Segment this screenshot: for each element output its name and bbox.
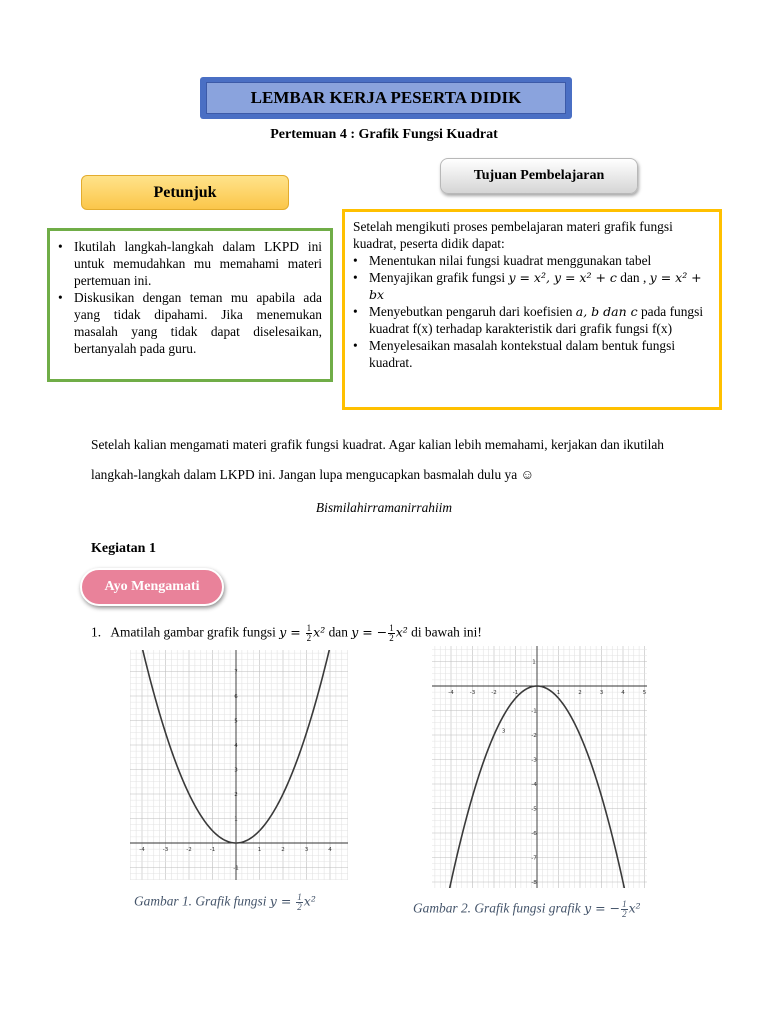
- fraction: [621, 900, 628, 919]
- question-item-1: [91, 624, 482, 643]
- x-tick-label: 5: [642, 690, 647, 696]
- fraction-numerator: 1: [306, 623, 312, 633]
- kegiatan-title: Kegiatan 1: [91, 541, 156, 556]
- tujuan-item: • Menyelesaikan masalah kontekstual dalam bentuk fungsi kuadrat.: [353, 337, 709, 371]
- y-tick-label: -4: [531, 782, 537, 788]
- petunjuk-item: • Diskusikan dengan teman mu apabila ada yang tidak dipahami. Jika menemukan masalah yang tidak dapat diselesaikan, bertanyalah pada guru.: [58, 289, 322, 357]
- math-expression: x²: [313, 624, 326, 640]
- x-tick-label: 1: [257, 847, 262, 853]
- x-tick-label: -3: [469, 690, 476, 696]
- bismillah-text: Bismilahirramanirrahiim: [315, 500, 453, 515]
- question-text: dan: [325, 624, 352, 640]
- math-expression: x²: [395, 624, 408, 640]
- tujuan-tab: Tujuan Pembelajaran: [440, 158, 638, 194]
- tujuan-item: [353, 269, 709, 303]
- tujuan-item: • Menentukan nilai fungsi kuadrat menggunakan tabel: [353, 252, 709, 269]
- figure-caption-1: [134, 893, 316, 912]
- chart-parabola-down: [432, 646, 647, 888]
- y-tick-label: 1: [532, 659, 536, 666]
- fraction-numerator: 1: [389, 623, 394, 633]
- math-expression: y = −: [351, 624, 388, 640]
- question-text: Amatilah gambar grafik fungsi: [110, 624, 280, 640]
- fraction-denominator: 2: [306, 633, 312, 643]
- intro-paragraph: Setelah kalian mengamati materi grafik fungsi kuadrat. Agar kalian lebih memahami, kerjakan dan ikutilah langkah-langkah dalam LKPD ini. Jangan lupa mengucapkan basmalah dulu ya ☺: [91, 437, 664, 482]
- chart-parabola-up: [130, 650, 348, 880]
- caption-text: Gambar 2. Grafik fungsi grafik: [413, 900, 585, 916]
- petunjuk-box: [47, 228, 333, 382]
- x-tick-label: -1: [209, 847, 216, 853]
- fraction: [296, 893, 303, 912]
- x-tick-label: 3: [304, 847, 309, 853]
- x-tick-label: -3: [162, 847, 169, 853]
- fraction: [306, 624, 313, 643]
- x-tick-label: 3: [599, 690, 604, 696]
- ayo-mengamati-button[interactable]: Ayo Mengamati: [80, 568, 224, 606]
- question-number: 1.: [91, 624, 102, 640]
- y-tick-label: -5: [531, 806, 537, 813]
- y-tick-label: 5: [234, 718, 238, 725]
- x-tick-label: 2: [578, 690, 582, 696]
- y-tick-label: -2: [531, 733, 537, 739]
- x-tick-label: 1: [556, 690, 561, 696]
- tujuan-item-text: dan ,: [616, 270, 650, 285]
- y-tick-label: 6: [234, 694, 238, 700]
- page-title: LEMBAR KERJA PESERTA DIDIK: [206, 82, 566, 114]
- y-tick-label: -6: [531, 831, 537, 837]
- tujuan-item-text: Menyebutkan pengaruh dari koefisien: [369, 304, 576, 319]
- petunjuk-tab: Petunjuk: [81, 175, 289, 210]
- tujuan-box: [342, 209, 722, 410]
- y-tick-label: 4: [234, 743, 238, 749]
- fraction-numerator: 1: [622, 899, 627, 909]
- petunjuk-list: [58, 238, 322, 357]
- petunjuk-item: • Ikutilah langkah-langkah dalam LKPD ini untuk memudahkan mu memahami materi pertemuan ini.: [58, 238, 322, 289]
- math-expression: y = −: [584, 900, 621, 916]
- caption-text: Gambar 1. Grafik fungsi: [134, 893, 270, 909]
- y-tick-label: 2: [234, 792, 238, 798]
- question-text: di bawah ini!: [407, 624, 482, 640]
- math-expression: x²: [303, 893, 316, 909]
- y-tick-label: -7: [531, 855, 537, 862]
- tujuan-list: [353, 252, 709, 371]
- y-tick-label: -8: [531, 880, 537, 886]
- y-tick-label: 3: [234, 767, 238, 774]
- y-tick-label: -3: [531, 757, 537, 764]
- axis-extra-label: 3: [501, 728, 506, 735]
- page-subtitle: Pertemuan 4 : Grafik Fungsi Kuadrat: [270, 127, 498, 142]
- figure-caption-2: [413, 900, 641, 919]
- x-tick-label: 4: [621, 690, 625, 696]
- x-tick-label: -4: [448, 690, 454, 696]
- fraction-denominator: 2: [389, 633, 394, 643]
- math-expression: y =: [279, 624, 305, 640]
- tujuan-item: [353, 303, 709, 337]
- x-tick-label: 2: [281, 847, 285, 853]
- fraction-denominator: 2: [297, 902, 302, 912]
- math-expression: y = x², y = x² + c: [508, 270, 617, 285]
- tujuan-item-text: pada fungsi kuadrat f(x) terhadap karakteristik dari grafik fungsi f(x): [369, 304, 704, 336]
- title-banner: [200, 77, 572, 119]
- y-tick-label: 1: [234, 816, 238, 823]
- fraction-numerator: 1: [297, 892, 302, 902]
- fraction-denominator: 2: [622, 909, 627, 919]
- math-expression: y =: [269, 893, 296, 909]
- x-tick-label: -2: [491, 690, 497, 696]
- fraction: [388, 624, 395, 643]
- x-tick-label: -2: [186, 847, 192, 853]
- y-tick-label: 7: [234, 669, 238, 676]
- math-expression: a, b dan c: [575, 304, 638, 319]
- x-tick-label: -1: [512, 690, 519, 696]
- tujuan-item-text: Menyajikan grafik fungsi: [369, 270, 509, 285]
- tujuan-intro: Setelah mengikuti proses pembelajaran materi grafik fungsi kuadrat, peserta didik dapat:: [353, 219, 673, 251]
- math-expression: y = x² + bx: [369, 270, 702, 302]
- y-tick-label: -1: [531, 708, 537, 715]
- math-expression: x²: [628, 900, 641, 916]
- y-tick-label: -1: [233, 865, 239, 872]
- x-tick-label: 4: [328, 847, 332, 853]
- x-tick-label: -4: [139, 847, 145, 853]
